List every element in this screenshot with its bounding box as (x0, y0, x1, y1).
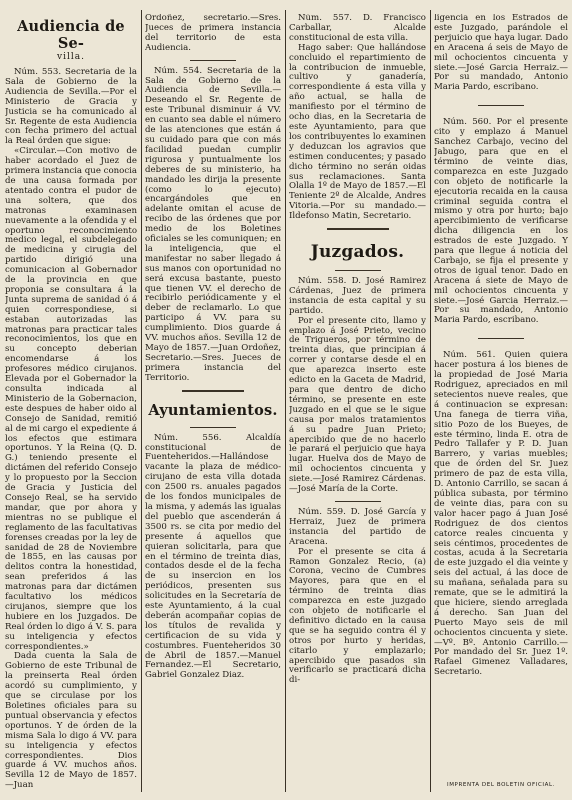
notice-553-closing: Dada cuenta la Sala de Gobierno de este Tribunal de la preinserta Real órden acordó su cumplimiento, y que se circulase por los Boletines oficiales para su puntual observancia y efectos oportunos. Y de órden de la misma Sala lo digo á VV. para su inteligencia y efectos correspondientes. Dios guarde á VV. muchos años. Sevilla 12 de Mayo de 1857.—Juan (5, 651, 137, 790)
column-3 (289, 14, 426, 790)
notice-557-header: Núm. 557. D. Francisco Carballar, Alcalde constitucional de esta villa. (289, 14, 426, 43)
notice-553: Núm. 553. Secretaria de la Sala de Gobierno de la Audiencia de Sevilla.—Por el Ministerio de Gracia y Justicia se ha comunicado al Sr. Regente de esta Audiencia con fecha primero del actual la Real órden que sigue: (5, 67, 137, 147)
column-4 (434, 14, 568, 790)
separator (182, 390, 244, 392)
notice-554: Núm. 554. Secretaria de la Sala de Gobierno de la Audiencia de Sevilla.—Deseando el Sr. Regente de este Tribunal disminuir á VV. en cuanto sea dable el número de las atenciones que están á su cuidado para que con más facilidad puedan cumplir rigurosa y puntualmente los deberes de su ministerio, ha mandado les dirija la presente (como lo ejecuto) encargándoles que en adelante omitan el acuse de recibo de las órdenes que por medio de los Boletines oficiales se les comuniquen; en la inteligencia, que el manifestar no saber llegado á sus manos con oportunidad no será excusa bastante, puesto que tienen VV. el derecho de recibirlo periódicamente y el deber de reclamarlo. Lo que participo á VV. para su cumplimiento. Dios guarde á VV. muchos años. Sevilla 12 de Mayo de 1857.—Juan Ordoñez, Secretario.—Sres. Jueces de primera instancia del Territorio. (145, 65, 281, 383)
printer-imprint: IMPRENTA DEL BOLETIN OFICIAL. (446, 782, 555, 788)
column-1 (5, 14, 137, 790)
column-rule (430, 10, 431, 792)
separator (478, 338, 524, 339)
separator (190, 427, 236, 428)
separator (327, 228, 389, 230)
notice-553-circular: «Circular.—Con motivo de haber acordado el Juez de primera instancia que conocia de una causa formada por atentado contra el pudor de una soltera, que dos matronas examinasen nuevamente a la ofendida y el oportuno reconocimiento medico legal, el subdelegado de medicina y cirugia del partido dirigió una comunicacion al Gobernador de la provincia en que proponia se consultara á la Junta suprema de sanidad ó á quien correspondiese, si estaban autorizadas las matronas para practicar tales reconocimientos, los que en su concepto deberian encomendarse á los profesores médico cirujanos. Elevada por el Gobernador la consulta indicada al Ministerio de la Gobernacion, este despues de haber oido al Consejo de Sanidad, remitió al de mi cargo el expediente á los efectos que estimara oportunos. Y la Reina (Q. D. G.) teniendo presente el dictámen del referido Consejo y lo propuesto por la Seccion de Gracia y Justicia del Consejo Real, se ha servido mandar, que por ahora y mientras no se publique el reglamento de las facultativas forenses creadas por la ley de sanidad de 28 de Noviembre de 1855, en las causas por delitos contra la honestidad, sean preferidos á las matronas para dar dictámen facultativo los médicos cirujanos, siempre que los hubiere en los Juzgados. De Real órden lo digo á V. S. para su inteligencia y efectos correspondientes.» (5, 146, 137, 652)
column-rule (141, 10, 142, 792)
notice-553-signature: Ordoñez, secretario.—Sres. Jueces de primera instancia del territorio de esta Audiencia. (145, 14, 281, 53)
separator (190, 60, 236, 61)
separator (478, 105, 524, 106)
separator (335, 270, 381, 271)
notice-557-body: Hago saber: Que hallándose concluido el repartimiento de la contribucion de inmueble, cultivo y ganadería, correspondiente á esta villa y año actual, se halla de manifiesto por el término de ocho dias, en la Secretaria de este Ayuntamiento, para que los contribuyentes lo examinen y deduzcan los agravios que estimen conducentes; y pasado dicho término no serán oidas sus reclamaciones. Santa Olalla 1º de Mayo de 1857.—El Teniente 2º de Alcalde, Andres Vitoria.—Por su mandado.—Ildefonso Matin, Secretario. (289, 42, 426, 222)
section-title-ayuntamientos: Ayuntamientos. (148, 401, 278, 419)
notice-559-header: Núm. 559. D. José García y Herraiz, Juez de primera instancia del partido de Aracena. (289, 506, 426, 547)
section-subtitle: villa. (57, 52, 85, 62)
notice-559-continued: ligencia en los Estrados de este Juzgado, parándole el perjuicio que haya lugar. Dado en Aracena á seis de Mayo de mil ochocientos cincuenta y siete.—José Garcia Herraiz.—Por su mandado, Antonio Maria Pardo, escribano. (434, 14, 568, 93)
notice-558-header: Núm. 558. D. José Ramirez Cárdenas, Juez de primera instancia de esta capital y su partido. (289, 276, 426, 316)
column-rule (285, 10, 286, 792)
notice-558-body: Por el presente cito, llamo y emplazo á José Prieto, vecino de Trigueros, por término de treinta dias, que principian á correr y contarse desde el en que aparezca inserto este edicto en la Gaceta de Madrid, para que dentro de dicho término, se presente en este Juzgado en el que se le sigue causa por malos tratamientos á su padre Juan Prieto; apercibido que de no hacerlo le parará el perjuicio que haya lugar. Huelva dos de Mayo de mil ochocientos cincuenta y siete.—José Ramirez Cárdenas.—José María de la Corte. (289, 315, 426, 495)
separator (335, 501, 381, 502)
notice-560: Núm. 560. Por el presente cito y emplazo á Manuel Sanchez Carbajo, vecino del Jabugo, para que en el término de veinte dias, comparezca en este Juzgado con objeto de notificarle la ejecutoria recaida en la causa criminal seguida contra el mismo y otra por hurto; bajo apercibimiento de verificarse dicha diligencia en los estrados de este Juzgado. Y para que llegue á noticia del Carbajo, se fija el presente y otros de igual tenor. Dado en Aracena á siete de Mayo de mil ochocientos cincuenta y siete.—José Garcia Herraiz.—Por su mandado, Antonio Maria Pardo, escribano. (434, 117, 568, 326)
notice-561: Núm. 561. Quien quiera hacer postura á los bienes de la propiedad de José Maria Rodriguez, apreciados en mil setecientos nueve reales, que á continuacion se expresan: Una fanega de tierra viña, sitio Pozo de los Bueyes, de este término, linda E. otra de Pedro Tallafer y P. D. Juan Barrero, y varias muebles; que de órden del Sr. Juez primero de paz de esta villa, D. Antonio Carrillo, se sacan á pública subasta, por término de veinte dias, para con su valor hacer pago á Juan José Rodriguez de dos cientos catorce reales cincuenta y seis céntimos, procedentes de costas, acuda á la Secretaria de este juzgado el dia veinte y seis del actual, á las doce de su mañana, señalada para su remate, que se le admitirá la que hiciere, siendo arreglada á derecho. San Juan del Puerto Mayo seis de mil ochocientos cincuenta y siete.—Vº. Bº. Antonio Carrillo.—Por mandado del Sr. Juez 1º. Rafael Gimenez Valladares, Secretario. (434, 350, 568, 678)
column-2 (145, 14, 281, 790)
section-title-juzgados: Juzgados. (310, 242, 405, 263)
notice-559-body: Por el presente se cita á Ramon Gonzalez Recio, (a) Corona, vecino de Cumbres Mayores, para que en el término de treinta dias comparezca en este juzgado con objeto de notificarle el definitivo dictado en la causa que se ha seguido contra él y otros por hurto y heridas, citarlo y emplazarlo; apercibido que pasados sin verificarlo se practicará dicha di- (289, 546, 426, 686)
section-title-audiencia: Audiencia de Se- (17, 18, 125, 52)
notice-556: Núm. 556. Alcaldía constitucional de Fuenteheridos.—Hallándose vacante la plaza de médico-cirujano de esta villa dotada con 2500 rs. anuales pagados de los fondos municipales de la misma, y además las igualas del pueblo que ascenderán á 3500 rs. se cita por medio del presente á aquellos que quieran solicitarla, para que en el término de treinta dias, contados desde el de la fecha de su insercion en los periódicos, presenten sus solicitudes en la Secretaría de este Ayuntamiento, á la cual deberán acompañar copias de los títulos de revalida y certificacion de su vida y costumbres. Fuenteheridos 30 de Abril de 1857.—Manuel Fernandez.—El Secretario, Gabriel Gonzalez Diaz. (145, 432, 281, 681)
